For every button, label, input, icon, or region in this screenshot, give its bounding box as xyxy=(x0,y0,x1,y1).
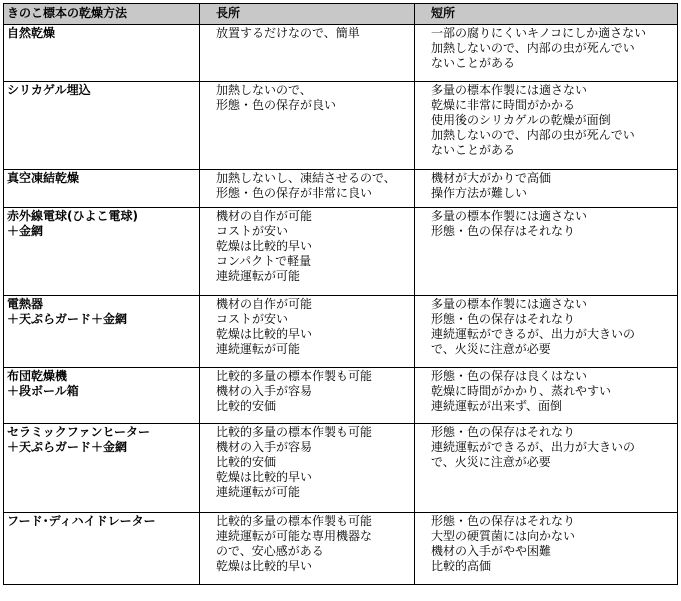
pros-cell xyxy=(200,368,415,424)
method-cell xyxy=(4,25,200,82)
pros-line: 比較的多量の標本作製も可能 xyxy=(216,369,373,383)
method-line: セラミックファンヒーター xyxy=(7,425,151,439)
method-cell xyxy=(4,82,200,170)
pros-line: 加熱しないし、凍結させるので、 xyxy=(216,171,396,185)
table-row xyxy=(4,513,678,585)
method-line: シリカゲル埋込 xyxy=(7,83,91,97)
pros-line: コストが安い xyxy=(216,224,289,238)
cons-line: 機材が大がかりで高価 xyxy=(431,171,552,185)
cons-cell xyxy=(415,208,678,296)
pros-line: 乾燥は比較的早い xyxy=(216,327,313,341)
cons-line: 操作方法が難しい xyxy=(431,186,528,200)
method-cell xyxy=(4,170,200,208)
pros-line: 形態・色の保存が良い xyxy=(216,98,337,112)
pros-line: 比較的多量の標本作製も可能 xyxy=(216,514,373,528)
method-line: ＋天ぷらガード＋金網 xyxy=(7,440,128,454)
cons-line: 形態・色の保存はそれなり xyxy=(431,224,576,238)
method-cell xyxy=(4,424,200,513)
pros-line: 乾燥は比較的早い xyxy=(216,559,313,573)
cons-line: で、火災に注意が必要 xyxy=(431,455,551,469)
pros-line: コストが安い xyxy=(216,312,289,326)
pros-cell xyxy=(200,296,415,368)
cons-line: 加熱しないので、内部の虫が死んでい xyxy=(431,41,635,55)
cons-line: ないことがある xyxy=(431,56,516,70)
cons-cell xyxy=(415,82,678,170)
cons-line: 連続運転ができるが、出力が大きいの xyxy=(431,440,636,454)
method-cell xyxy=(4,208,200,296)
cons-line: 乾燥に時間がかかり、蒸れやすい xyxy=(431,384,612,398)
cons-line: 形態・色の保存は良くはない xyxy=(431,369,588,383)
drying-methods-table xyxy=(3,3,678,585)
method-line: 真空凍結乾燥 xyxy=(7,171,80,185)
method-cell xyxy=(4,368,200,424)
cons-line: 比較的高価 xyxy=(431,559,492,573)
pros-line: 機材の入手が容易 xyxy=(216,384,313,398)
table-row xyxy=(4,25,678,82)
cons-line: 多量の標本作製には適さない xyxy=(431,83,588,97)
cons-line: 連続運転ができるが、出力が大きいの xyxy=(431,327,636,341)
cons-line: 形態・色の保存はそれなり xyxy=(431,514,576,528)
pros-line: 連続運転が可能な専用機器な xyxy=(216,529,373,543)
pros-line: 乾燥は比較的早い xyxy=(216,239,313,253)
pros-line: 比較的安価 xyxy=(216,399,277,413)
header-method: きのこ標本の乾燥方法 xyxy=(4,4,200,25)
method-line: ＋天ぷらガード＋金網 xyxy=(7,312,128,326)
pros-cell xyxy=(200,82,415,170)
pros-line: 連続運転が可能 xyxy=(216,342,301,356)
method-line: ＋段ボール箱 xyxy=(7,384,79,398)
method-line: 布団乾燥機 xyxy=(7,369,68,383)
method-line: フード･ディハイドレーター xyxy=(7,514,156,528)
pros-cell xyxy=(200,208,415,296)
pros-line: コンパクトで軽量 xyxy=(216,254,312,268)
cons-cell xyxy=(415,513,678,585)
table-row xyxy=(4,296,678,368)
pros-line: 放置するだけなので、簡単 xyxy=(216,26,360,40)
cons-line: 形態・色の保存はそれなり xyxy=(431,425,576,439)
method-line: ＋金網 xyxy=(7,224,44,238)
cons-cell xyxy=(415,296,678,368)
header-row xyxy=(4,4,678,25)
method-cell xyxy=(4,513,200,585)
table-row xyxy=(4,424,678,513)
pros-line: 比較的多量の標本作製も可能 xyxy=(216,425,373,439)
table-row xyxy=(4,208,678,296)
header-pros: 長所 xyxy=(200,4,415,25)
table-row xyxy=(4,170,678,208)
pros-line: ので、安心感がある xyxy=(216,544,324,558)
method-line: 自然乾燥 xyxy=(7,26,56,40)
cons-cell xyxy=(415,368,678,424)
cons-line: 多量の標本作製には適さない xyxy=(431,209,588,223)
cons-line: 一部の腐りにくいキノコにしか適さない xyxy=(431,26,647,40)
pros-line: 加熱しないので、 xyxy=(216,83,312,97)
pros-line: 機材の自作が可能 xyxy=(216,209,313,223)
cons-line: 機材の入手がやや困難 xyxy=(431,544,552,558)
pros-line: 連続運転が可能 xyxy=(216,485,301,499)
cons-cell xyxy=(415,424,678,513)
pros-cell xyxy=(200,513,415,585)
cons-line: 連続運転が出来ず、面倒 xyxy=(431,399,563,413)
header-cons: 短所 xyxy=(415,4,678,25)
method-line: 電熱器 xyxy=(7,297,44,311)
table-row xyxy=(4,368,678,424)
cons-line: 形態・色の保存はそれなり xyxy=(431,312,576,326)
cons-line: 多量の標本作製には適さない xyxy=(431,297,588,311)
cons-line: ないことがある xyxy=(431,143,516,157)
cons-line: 加熱しないので、内部の虫が死んでい xyxy=(431,128,635,142)
cons-line: 乾燥に非常に時間がかかる xyxy=(431,98,576,112)
pros-line: 比較的安価 xyxy=(216,455,277,469)
pros-line: 機材の入手が容易 xyxy=(216,440,313,454)
cons-cell xyxy=(415,25,678,82)
table-row xyxy=(4,82,678,170)
pros-line: 乾燥は比較的早い xyxy=(216,470,313,484)
cons-cell xyxy=(415,170,678,208)
pros-cell xyxy=(200,170,415,208)
pros-cell xyxy=(200,25,415,82)
method-cell xyxy=(4,296,200,368)
pros-line: 連続運転が可能 xyxy=(216,269,301,283)
pros-cell xyxy=(200,424,415,513)
cons-line: で、火災に注意が必要 xyxy=(431,342,551,356)
method-line: 赤外線電球(ひよこ電球) xyxy=(7,209,138,223)
cons-line: 使用後のシリカゲルの乾燥が面倒 xyxy=(431,113,611,127)
pros-line: 機材の自作が可能 xyxy=(216,297,313,311)
pros-line: 形態・色の保存が非常に良い xyxy=(216,186,373,200)
cons-line: 大型の硬質菌には向かない xyxy=(431,529,576,543)
